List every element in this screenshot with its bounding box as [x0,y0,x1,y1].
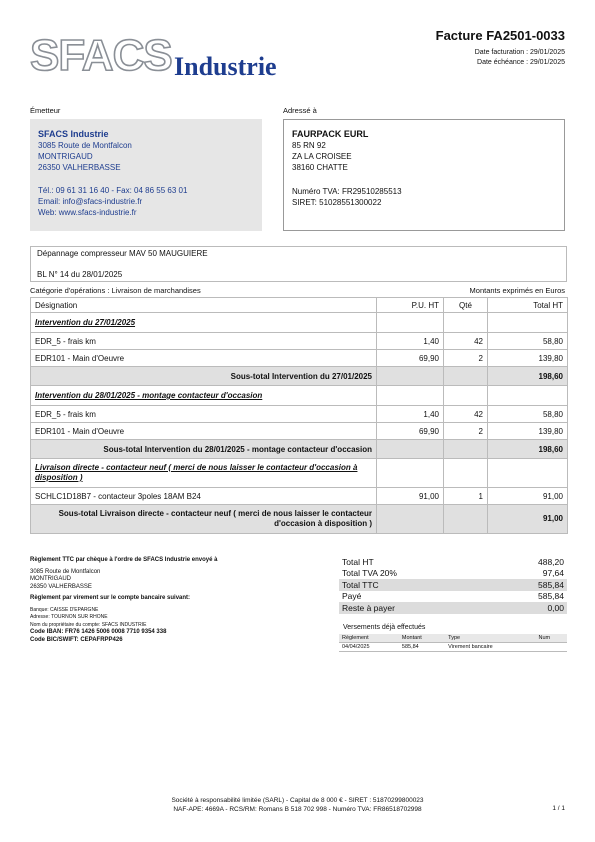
versements-title: Versements déjà effectués [343,624,426,631]
line-qte: 1 [444,488,488,505]
col-qte: Qté [444,298,488,313]
line-desc: - contacteur 3poles 18AM B24 [91,491,201,501]
line-total: 58,80 [488,406,568,423]
line-pu: 69,90 [377,350,444,367]
section-title-row [31,386,568,406]
line-qte: 42 [444,333,488,350]
emetteur-box [30,119,262,231]
versements-col: Règlement [339,634,399,643]
versements-col: Type [445,634,535,643]
total-label: Total HT [342,556,374,567]
section-title-row [31,313,568,333]
versement-date: 04/04/2025 [339,643,399,652]
line-designation [31,488,377,505]
date-facturation: Date facturation : 29/01/2025 [474,49,565,56]
description-line2: BL N° 14 du 28/01/2025 [37,270,123,279]
table-row [31,488,568,505]
subtotal-label: Sous-total Intervention du 28/01/2025 - montage contacteur d'occasion [31,440,377,459]
destinataire-siret: SIRET: 51028551300022 [292,198,382,207]
footer-line1: Société à responsabilité limitée (SARL) - Capital de 8 000 € - SIRET : 51870299800023 [171,797,424,804]
emetteur-contact [38,185,187,218]
line-pu: 91,00 [377,488,444,505]
subtotal-label: Sous-total Livraison directe - contacteur neuf ( merci de nous laisser le contacteur d'occasion à disposition ) [31,505,377,534]
description-line1: Dépannage compresseur MAV 50 MAUGUIERE [37,249,208,258]
emetteur-email: Email: info@sfacs-industrie.fr [38,197,143,206]
cheque-address3: 26350 VALHERBASSE [30,583,92,590]
total-row [339,591,567,603]
destinataire-address1: 85 RN 92 [292,141,326,150]
line-qte: 2 [444,350,488,367]
subtotal-value: 198,60 [488,440,568,459]
emetteur-label: Émetteur [30,106,61,115]
total-label: Payé [342,591,362,602]
footer-legal [0,796,595,814]
destinataire-ident [292,186,402,208]
emetteur-address [38,129,132,173]
total-label: Reste à payer [339,602,489,614]
emetteur-web: Web: www.sfacs-industrie.fr [38,208,137,217]
line-total: 58,80 [488,333,568,350]
line-ref: EDR_5 [35,336,61,346]
subtotal-value: 91,00 [488,505,568,534]
banque: Banque: CAISSE D'EPARGNE [30,606,99,613]
bic: Code BIC/SWIFT: CEPAFRPP426 [30,636,123,643]
versements-header-row [339,634,567,643]
total-value: 97,64 [542,568,564,579]
destinataire-address2: ZA LA CROISEE [292,152,352,161]
date-echeance: Date échéance : 29/01/2025 [477,59,565,66]
subtotal-label: Sous-total Intervention du 27/01/2025 [31,367,377,386]
table-row [339,643,567,652]
line-pu: 1,40 [377,333,444,350]
logo-sfacs-text: SFACS [30,31,172,80]
col-total: Total HT [488,298,568,313]
company-logo [30,31,290,84]
emetteur-address2: MONTRIGAUD [38,152,93,161]
invoice-dates [475,48,565,68]
line-designation [31,333,377,350]
versement-num [535,643,567,652]
line-pu: 69,90 [377,423,444,440]
virement-title: Règlement par virement sur le compte bancaire suivant: [30,595,191,601]
total-value: 585,84 [538,591,564,602]
subtotal-row [31,367,568,386]
payment-info [30,557,330,644]
versements-col: Montant [399,634,445,643]
emetteur-address1: 3085 Route de Montfalcon [38,141,132,150]
versements-col: Num [535,634,567,643]
proprietaire: Nom du propriétaire du compte: SFACS INDUSTRIE [30,621,147,628]
iban: Code IBAN: FR76 1426 5006 0008 7710 9354 338 [30,629,167,635]
logo-industrie-text: Industrie [174,52,277,81]
section-title-row [31,459,568,488]
total-label: Total TVA 20% [342,568,397,579]
line-desc: - frais km [60,336,96,346]
destinataire-address3: 38160 CHATTE [292,163,348,172]
total-row [339,579,567,591]
description-box [30,246,567,282]
destinataire-label: Adressé à [283,106,317,115]
totals-table [339,556,567,614]
line-qte: 2 [444,423,488,440]
destinataire-address [292,129,368,173]
total-row [339,602,567,614]
table-row [31,350,568,367]
line-ref: EDR101 [35,426,66,436]
total-value: 0,00 [489,602,567,614]
col-pu: P.U. HT [377,298,444,313]
versement-montant: 585,84 [399,643,445,652]
table-row [31,333,568,350]
cheque-title: Règlement TTC par chèque à l'ordre de SFACS Industrie envoyé à [30,557,218,563]
line-ref: SCHLC1D18B7 [35,491,92,501]
footer-line2: NAF-APE: 4669A - RCS/RM: Romans B 518 702 998 - Numéro TVA: FR86518702998 [173,806,422,813]
invoice-items-table [30,297,568,534]
line-desc: - Main d'Oeuvre [65,353,125,363]
line-desc: - Main d'Oeuvre [65,426,125,436]
montants-note: Montants exprimés en Euros [469,286,565,295]
total-value: 488,20 [538,556,564,567]
emetteur-address3: 26350 VALHERBASSE [38,163,121,172]
section-title: Livraison directe - contacteur neuf ( merci de nous laisser le contacteur d'occasion à disposition ) [31,459,377,488]
line-desc: - frais km [60,409,96,419]
categorie-operations: Catégorie d'opérations : Livraison de marchandises [30,286,201,295]
banque-adresse: Adresse: TOURNON SUR RHONE [30,614,108,620]
emetteur-tel: Tél.: 09 61 31 16 40 - Fax: 04 86 55 63 01 [38,186,188,195]
table-header-row [31,298,568,313]
destinataire-name: FAURPACK EURL [292,129,369,139]
subtotal-value: 198,60 [488,367,568,386]
line-ref: EDR_5 [35,409,61,419]
col-designation: Désignation [31,298,377,313]
line-pu: 1,40 [377,406,444,423]
subtotal-row [31,440,568,459]
line-total: 139,80 [488,423,568,440]
versements-table [339,634,567,652]
line-qte: 42 [444,406,488,423]
subtotal-row [31,505,568,534]
invoice-title: Facture FA2501-0033 [435,28,565,43]
page-number: 1 / 1 [552,805,565,812]
line-designation [31,350,377,367]
versement-type: Virement bancaire [445,643,535,652]
cheque-address2: MONTRIGAUD [30,576,71,582]
line-total: 91,00 [488,488,568,505]
section-title: Intervention du 27/01/2025 [31,313,377,333]
emetteur-name: SFACS Industrie [38,129,109,139]
table-row [31,423,568,440]
table-row [31,406,568,423]
total-row [339,568,567,580]
destinataire-tva: Numéro TVA: FR29510285513 [292,187,402,196]
line-total: 139,80 [488,350,568,367]
section-title: Intervention du 28/01/2025 - montage contacteur d'occasion [31,386,377,406]
cheque-address1: 3085 Route de Montfalcon [30,568,101,575]
line-designation [31,423,377,440]
line-designation [31,406,377,423]
destinataire-box [283,119,565,231]
total-row [339,556,567,568]
line-ref: EDR101 [35,353,66,363]
total-value: 585,84 [489,579,567,591]
total-label: Total TTC [339,579,489,591]
